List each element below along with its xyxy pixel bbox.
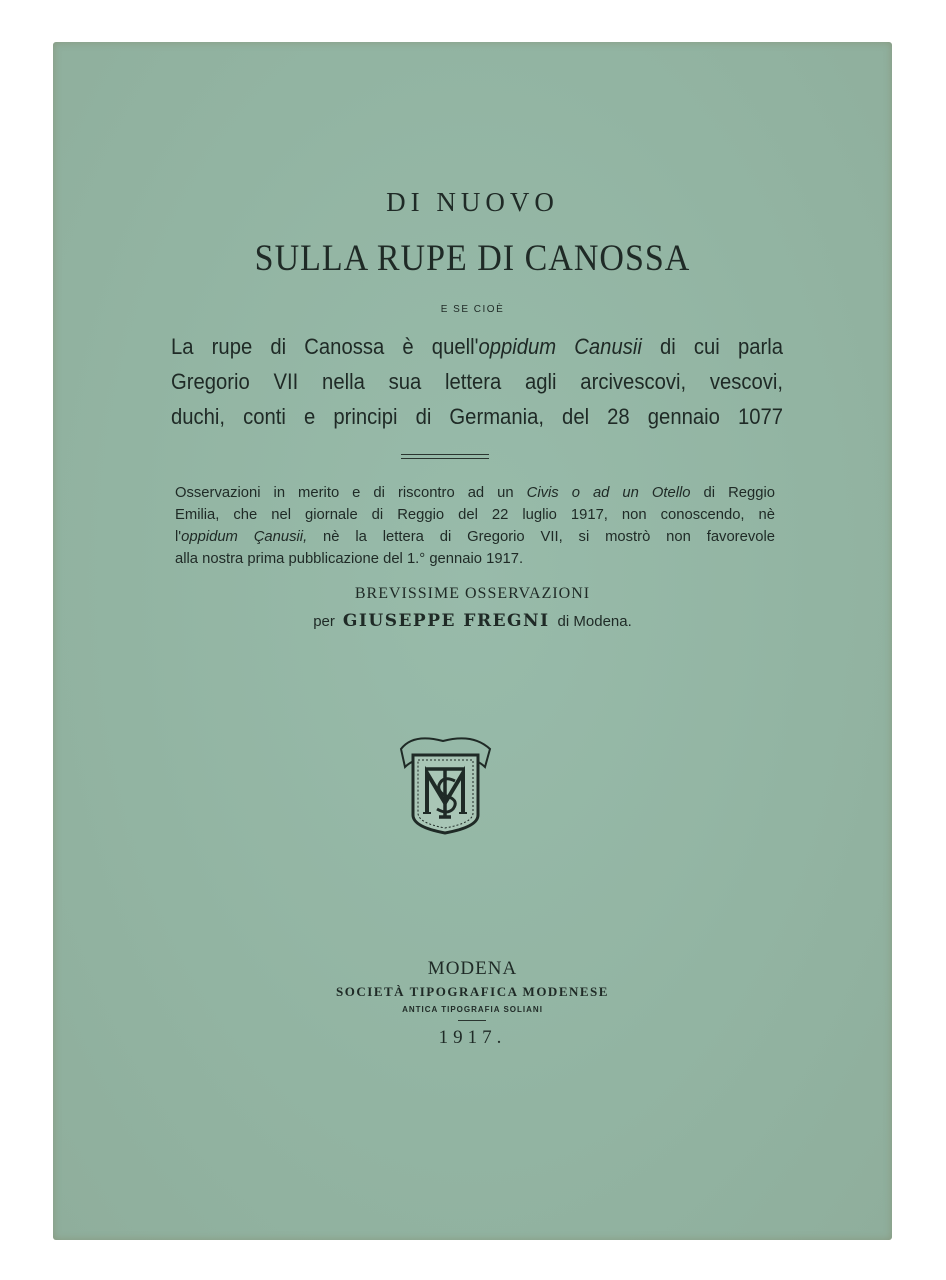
publication-city: MODENA bbox=[427, 958, 518, 979]
divider bbox=[458, 1020, 486, 1021]
subtitle-line bbox=[171, 400, 783, 433]
subtitle-line bbox=[171, 330, 783, 363]
title-line-1: DI NUOVO bbox=[386, 187, 559, 217]
text: alla nostra prima pubblicazione del 1.° gennaio 1917. bbox=[175, 551, 524, 567]
italic-phrase: oppidum Çanusii, bbox=[181, 529, 308, 545]
italic-phrase: oppidum Canusii bbox=[478, 334, 642, 359]
brevissime-heading: BREVISSIME OSSERVAZIONI bbox=[354, 585, 591, 602]
publisher-name: SOCIETÀ TIPOGRAFICA MODENESE bbox=[336, 984, 609, 999]
text: Emilia, che nel giornale di Reggio del 22 luglio 1917, non conoscendo, nè bbox=[175, 507, 775, 523]
observations-paragraph bbox=[175, 482, 775, 570]
title-connector: E SE CIOÈ bbox=[440, 304, 505, 315]
divider bbox=[401, 454, 489, 455]
divider bbox=[401, 458, 489, 459]
publication-year: 1917. bbox=[438, 1027, 507, 1048]
observations-line bbox=[175, 504, 775, 526]
italic-phrase: Civis o ad un Otello bbox=[526, 485, 691, 501]
printer-emblem-icon bbox=[393, 727, 498, 837]
observations-line bbox=[175, 548, 775, 570]
text: La rupe di Canossa è quell' bbox=[171, 334, 479, 359]
observations-line bbox=[175, 482, 775, 504]
byline bbox=[53, 611, 892, 631]
subtitle-line bbox=[171, 365, 783, 398]
text: di Reggio bbox=[690, 485, 775, 501]
title-main: SULLA RUPE DI CANOSSA bbox=[254, 238, 691, 279]
text: nè la lettera di Gregorio VII, si mostrò non favorevole bbox=[307, 529, 775, 545]
publisher-subtitle: ANTICA TIPOGRAFIA SOLIANI bbox=[402, 1005, 543, 1014]
observations-line bbox=[175, 526, 775, 548]
text: di cui parla bbox=[641, 334, 783, 359]
text: Gregorio VII nella sua lettera agli arcivescovi, vescovi, bbox=[171, 369, 783, 394]
text: Osservazioni in merito e di riscontro ad un bbox=[175, 485, 527, 501]
by-suffix: di Modena. bbox=[557, 613, 632, 630]
by-prefix: per bbox=[313, 613, 335, 630]
text: l' bbox=[175, 529, 182, 545]
book-cover bbox=[53, 42, 892, 1240]
author-name: GIUSEPPE FREGNI bbox=[342, 611, 550, 631]
text: duchi, conti e principi di Germania, del 28 gennaio 1077 bbox=[171, 404, 783, 429]
